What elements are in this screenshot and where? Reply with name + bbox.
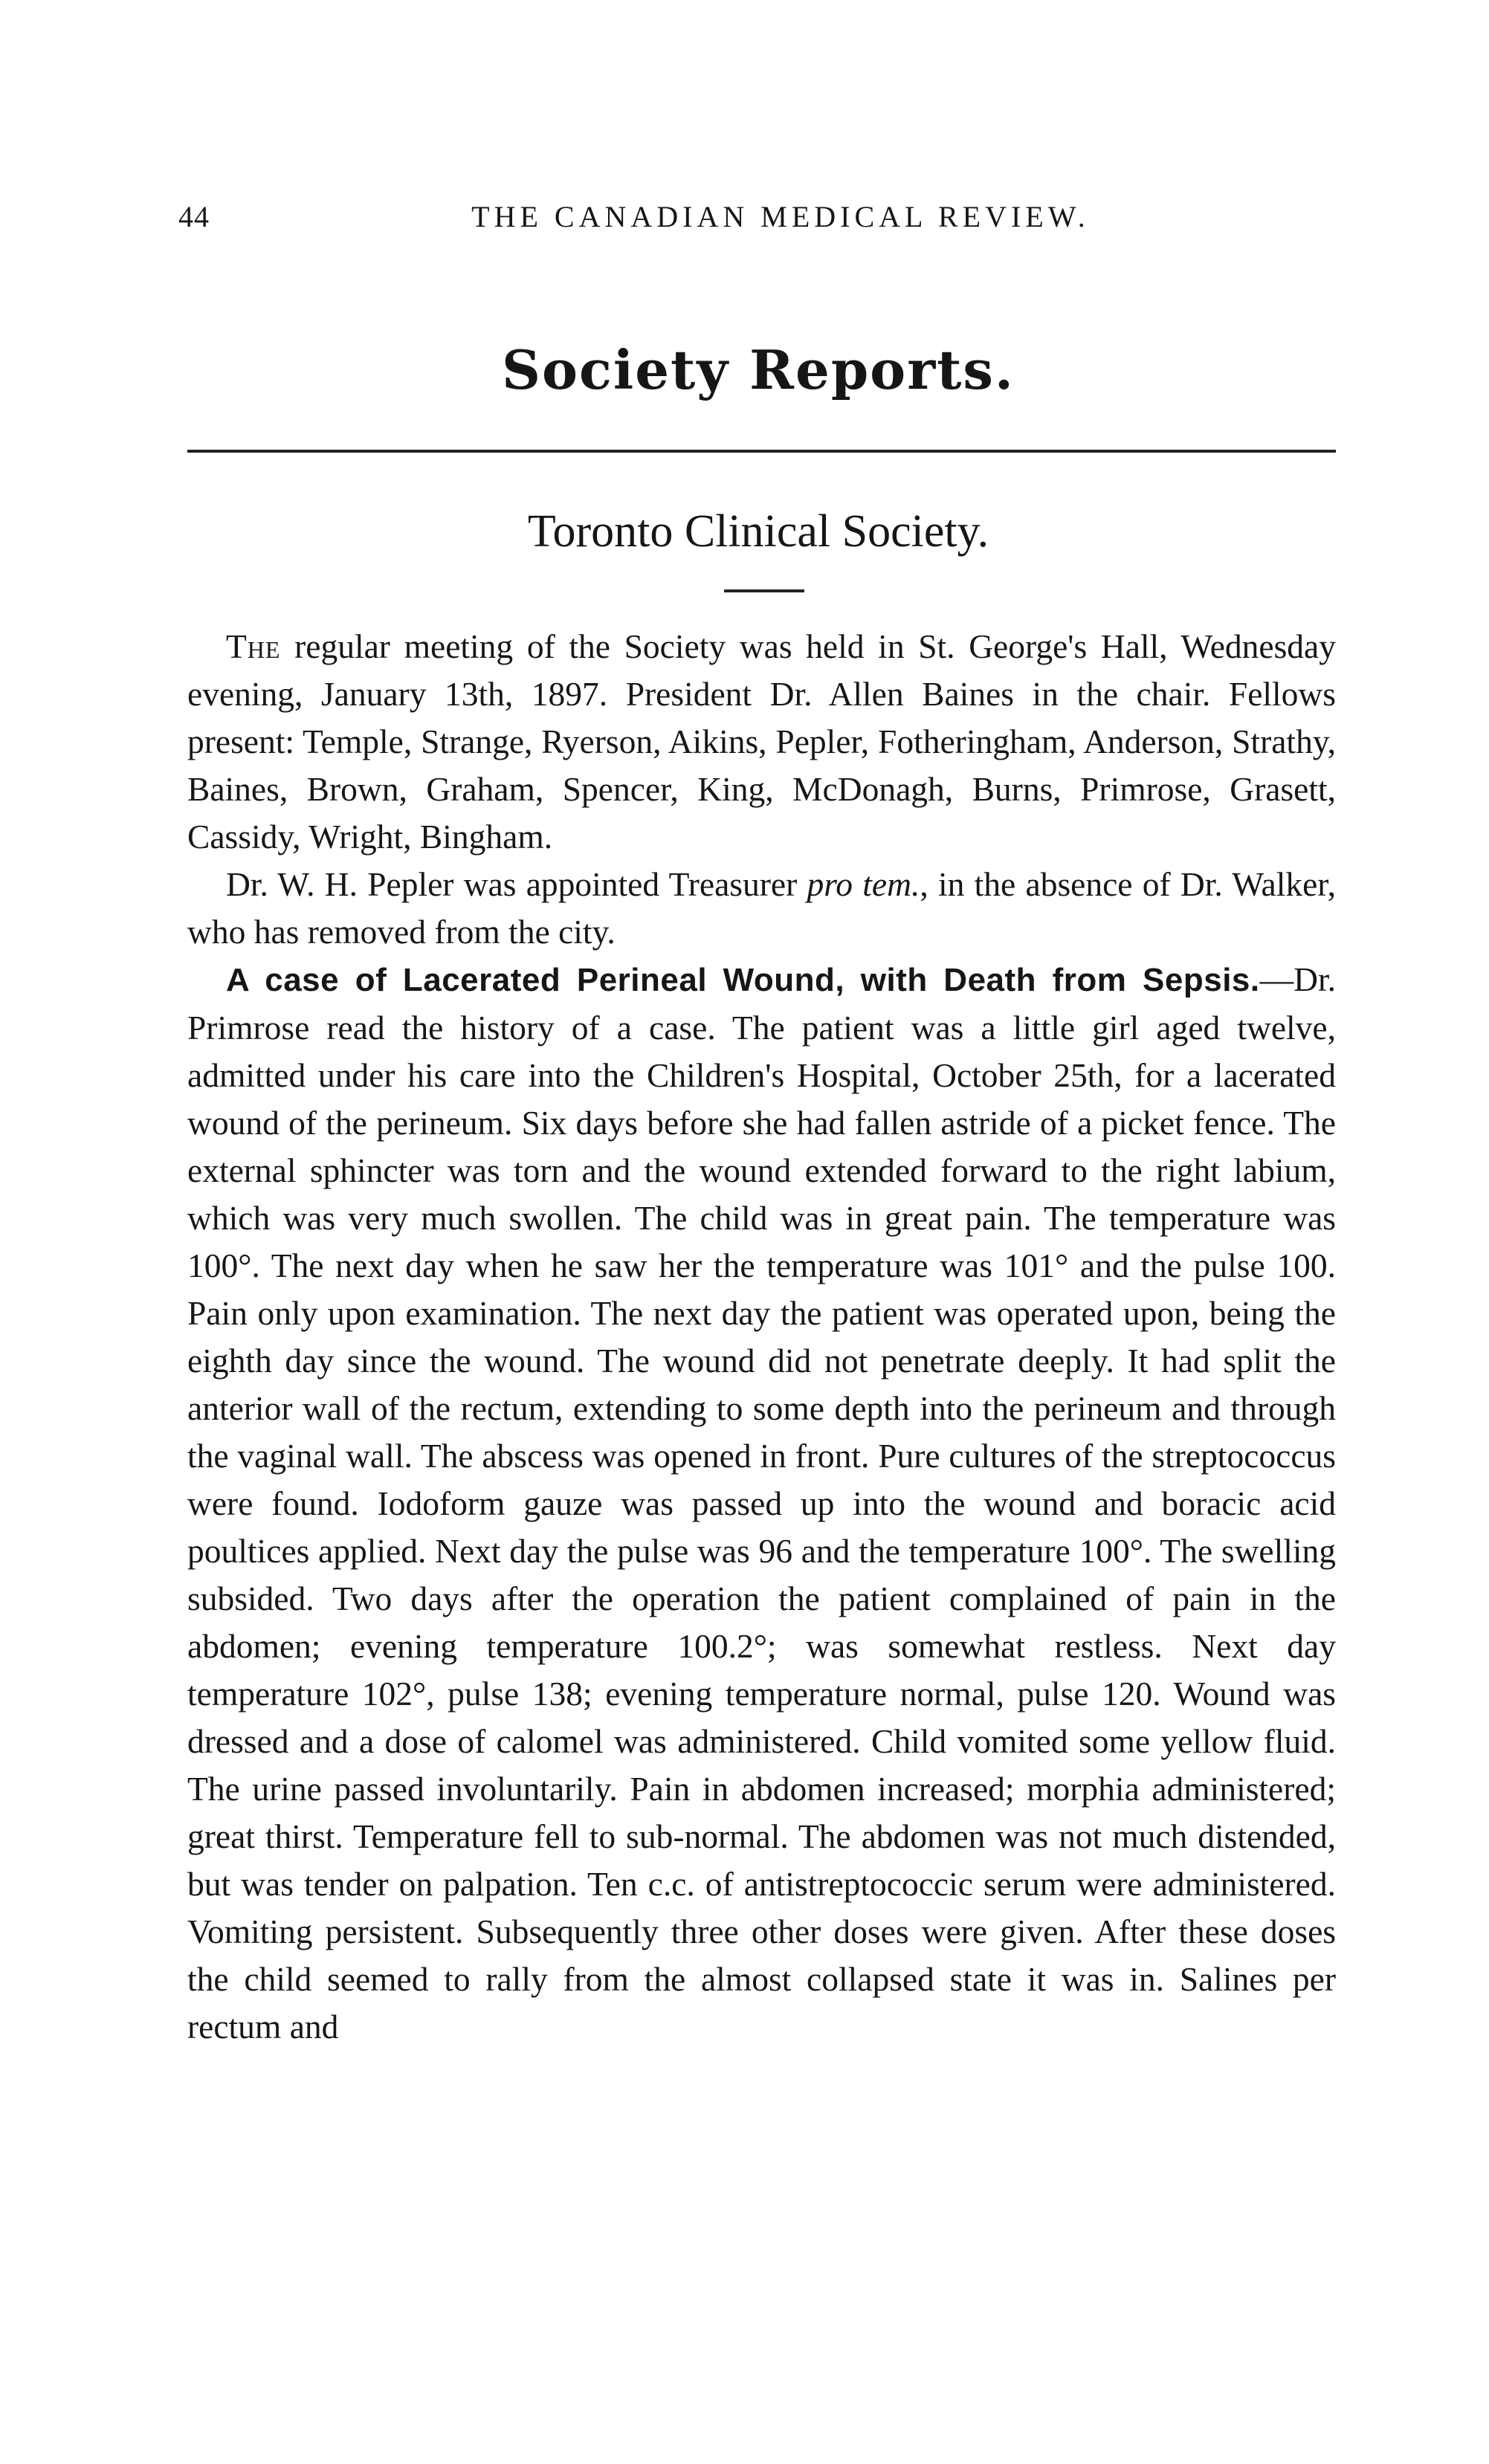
treasurer-text-start: Dr. W. H. Pepler was appointed Treasurer — [226, 865, 807, 903]
treasurer-italic: pro tem. — [807, 865, 920, 903]
paragraph-treasurer — [187, 861, 1336, 956]
treasurer-text-end: , in the absence of Dr. Walker, who has removed from the city. — [187, 865, 1336, 951]
case-text: —Dr. Primrose read the history of a case. The patient was a little girl aged twelve, admitted under his care into the Children's Hospital, October 25th, for a lacerated wound of the perineum. Six days before she had fallen astride of a picket fence. The external sphincter was torn and the wound extended forward to the right labium, which was very much swollen. The child was in great pain. The temperature was 100°. The next day when he saw her the temperature was 101° and the pulse 100. Pain only upon examination. The next day the patient was operated upon, being the eighth day since the wound. The wound did not penetrate deeply. It had split the anterior wall of the rectum, extending to some depth into the perineum and through the vaginal wall. The abscess was opened in front. Pure cultures of the streptococcus were found. Iodoform gauze was passed up into the wound and boracic acid poultices applied. Next day the pulse was 96 and the temperature 100°. The swelling subsided. Two days after the operation the patient complained of pain in the abdomen; evening temperature 100.2°; was somewhat restless. Next day temperature 102°, pulse 138; evening temperature normal, pulse 120. Wound was dressed and a dose of calomel was administered. Child vomited some yellow fluid. The urine passed involuntarily. Pain in abdomen increased; morphia administered; great thirst. Temperature fell to sub-normal. The abdomen was not much distended, but was tender on palpation. Ten c.c. of antistreptococcic serum were administered. Vomiting persistent. Subsequently three other doses were given. After these doses the child seemed to rally from the almost collapsed state it was in. Salines per rectum and — [187, 960, 1336, 2046]
paragraph-meeting-text: regular meeting of the Society was held in St. George's Hall, Wednesday evening, January 13th, 1897. President Dr. Allen Baines in the chair. Fellows present: Temple, Strange, Ryerson, Aikins, Pepler, Fotheringham, Anderson, Strathy, Baines, Brown, Graham, Spencer, King, McDonagh, Burns, Primrose, Grasett, Cassidy, Wright, Bingham. — [187, 627, 1336, 856]
paragraph-meeting — [187, 623, 1336, 861]
section-divider — [187, 450, 1336, 453]
case-heading: A case of Lacerated Perineal Wound, with Death from Sepsis. — [226, 962, 1260, 998]
heading-rule — [724, 589, 804, 592]
article-body — [187, 623, 1336, 2051]
section-title: Society Reports. — [502, 338, 1015, 401]
page-number: 44 — [178, 200, 210, 233]
society-heading: Toronto Clinical Society. — [527, 506, 989, 557]
paragraph-lead: The — [226, 627, 281, 665]
journal-title: THE CANADIAN MEDICAL REVIEW. — [471, 200, 1090, 233]
running-head — [178, 199, 1338, 244]
paragraph-case — [187, 956, 1336, 2051]
